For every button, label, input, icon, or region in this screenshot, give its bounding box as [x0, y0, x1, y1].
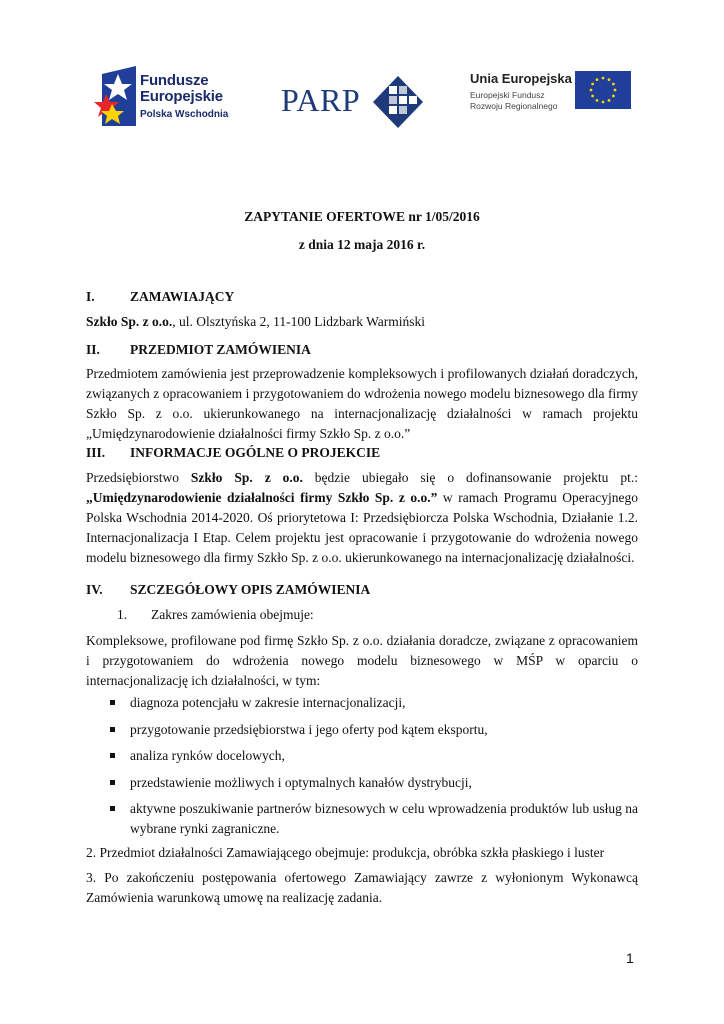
- s3-text-a: Przedsiębiorstwo: [86, 470, 191, 485]
- section-4-title: SZCZEGÓŁOWY OPIS ZAMÓWIENIA: [130, 582, 371, 597]
- fe-title-line2: Europejskie: [140, 88, 223, 105]
- fundusze-europejskie-logo: [88, 56, 230, 136]
- list-item-text: przedstawienie możliwych i optymalnych kanałów dystrybucji,: [130, 775, 472, 790]
- s3-text-c: będzie ubiegało się o dofinansowanie projektu pt.:: [302, 470, 638, 485]
- company-name: Szkło Sp. z o.o.: [86, 314, 173, 329]
- section-3-body: [86, 468, 638, 568]
- bullet-square-icon: [110, 700, 115, 705]
- document-date: z dnia 12 maja 2016 r.: [298, 237, 426, 252]
- section-4-number: IV.: [86, 582, 103, 597]
- bullet-square-icon: [110, 806, 115, 811]
- page-number: 1: [626, 950, 634, 966]
- section-2-number: II.: [86, 342, 100, 357]
- eu-fund-line1: Europejski Fundusz: [470, 90, 545, 100]
- s3-company: Szkło Sp. z o.o.: [190, 470, 303, 485]
- eu-logo: [470, 63, 632, 119]
- eu-fund-line2: Rozwoju Regionalnego: [470, 101, 558, 111]
- section-1-body: [86, 312, 638, 332]
- section-4-body: Kompleksowe, profilowane pod firmę Szkło Sp. z o.o. działania doradcze, związane z opracowaniem i przygotowaniem do wdrożenia nowego modelu biznesowego w MŚP w oparciu o internacjonalizację ich działalności, w tym:: [86, 633, 638, 688]
- subitem-number: 1.: [117, 607, 128, 622]
- s3-project-title: „Umiędzynarodowienie działalności firmy Szkło Sp. z o.o.”: [86, 490, 438, 505]
- paragraph-3: 3. Po zakończeniu postępowania ofertowego Zamawiający zawrze z wyłonionym Wykonawcą Zamówienia warunkową umowę na realizację zadania.: [86, 870, 638, 905]
- fe-subtitle: Polska Wschodnia: [140, 109, 229, 120]
- document-title: ZAPYTANIE OFERTOWE nr 1/05/2016: [244, 209, 480, 224]
- eu-flag-icon: [575, 71, 631, 109]
- company-address: , ul. Olsztyńska 2, 11-100 Lidzbark Warmiński: [172, 314, 426, 329]
- eu-title: Unia Europejska: [470, 71, 572, 86]
- section-1-number: I.: [86, 289, 95, 304]
- list-item-text: aktywne poszukiwanie partnerów biznesowych w celu wprowadzenia produktów lub usług na wybrane rynki zagraniczne.: [130, 801, 638, 836]
- section-3-title: INFORMACJE OGÓLNE O PROJEKCIE: [130, 445, 381, 460]
- section-1-heading: [86, 289, 234, 305]
- bullet-square-icon: [110, 780, 115, 785]
- section-2-title: PRZEDMIOT ZAMÓWIENIA: [130, 342, 311, 357]
- paragraph-2: 2. Przedmiot działalności Zamawiającego obejmuje: produkcja, obróbka szkła płaskiego i luster: [86, 845, 605, 860]
- section-4-heading: [86, 582, 370, 598]
- section-4-subitem: [117, 607, 314, 623]
- section-2-body: Przedmiotem zamówienia jest przeprowadzenie kompleksowych i profilowanych działań doradczych, związanych z opracowaniem i przygotowaniem do wdrożenia nowego modelu biznesowego dla firmy Szkło Sp. z o.o. ukierunkowanego na internacjonalizację działalności w ramach projektu „Umiędzynarodowienie działalności firmy Szkło Sp. z o.o.”: [86, 366, 638, 441]
- section-3-number: III.: [86, 445, 106, 460]
- s3-text-e: w ramach Programu Operacyjnego Polska Wschodnia 2014-2020. Oś priorytetowa I: Przedsiębiorcza Polska Wschodnia, Działanie 1.2. Internacjonalizacja I Etap. Celem projektu jest opracowanie i przygotowanie do wdrożenia nowego modelu biznesowego dla firmy Szkło Sp. z o.o. ukierunkowanego na internacjonalizację działalności.: [86, 490, 638, 565]
- list-item-text: diagnoza potencjału w zakresie internacjonalizacji,: [130, 695, 406, 710]
- bullet-square-icon: [110, 727, 115, 732]
- fe-stars-icon: [92, 64, 140, 134]
- section-2-heading: [86, 342, 311, 358]
- parp-logo: [281, 70, 426, 130]
- fe-title-line1: Fundusze: [140, 72, 209, 89]
- list-item-text: analiza rynków docelowych,: [130, 748, 285, 763]
- parp-diamond-icon: [371, 74, 425, 130]
- subitem-text: Zakres zamówienia obejmuje:: [151, 607, 314, 622]
- section-3-heading: [86, 445, 380, 461]
- parp-wordmark: PARP: [281, 82, 361, 118]
- section-1-title: ZAMAWIAJĄCY: [130, 289, 235, 304]
- bullet-square-icon: [110, 753, 115, 758]
- list-item-text: przygotowanie przedsiębiorstwa i jego oferty pod kątem eksportu,: [130, 722, 488, 737]
